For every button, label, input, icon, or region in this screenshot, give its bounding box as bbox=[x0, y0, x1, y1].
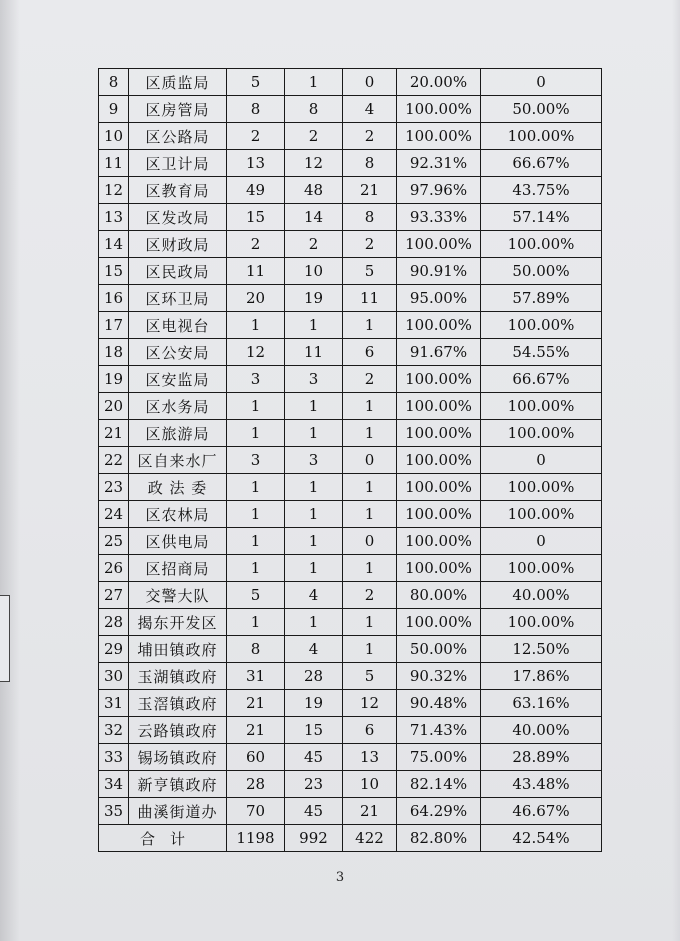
rate-1: 100.00% bbox=[397, 501, 481, 528]
unit-name: 区民政局 bbox=[129, 258, 227, 285]
count-2: 3 bbox=[285, 366, 343, 393]
unit-name: 政 法 委 bbox=[129, 474, 227, 501]
rate-2: 66.67% bbox=[481, 366, 602, 393]
total-label: 合 计 bbox=[99, 825, 227, 852]
unit-name: 区环卫局 bbox=[129, 285, 227, 312]
count-1: 2 bbox=[227, 231, 285, 258]
table-row bbox=[99, 636, 602, 663]
count-1: 13 bbox=[227, 150, 285, 177]
table-row bbox=[99, 609, 602, 636]
table-row bbox=[99, 474, 602, 501]
rate-2: 100.00% bbox=[481, 123, 602, 150]
unit-name: 区教育局 bbox=[129, 177, 227, 204]
count-2: 1 bbox=[285, 420, 343, 447]
count-1: 60 bbox=[227, 744, 285, 771]
count-2: 12 bbox=[285, 150, 343, 177]
rate-1: 71.43% bbox=[397, 717, 481, 744]
table-row bbox=[99, 690, 602, 717]
row-number: 12 bbox=[99, 177, 129, 204]
rate-1: 82.14% bbox=[397, 771, 481, 798]
row-number: 15 bbox=[99, 258, 129, 285]
unit-name: 区质监局 bbox=[129, 69, 227, 96]
row-number: 19 bbox=[99, 366, 129, 393]
rate-1: 100.00% bbox=[397, 528, 481, 555]
count-2: 8 bbox=[285, 96, 343, 123]
count-2: 28 bbox=[285, 663, 343, 690]
table-row bbox=[99, 744, 602, 771]
row-number: 32 bbox=[99, 717, 129, 744]
table-row bbox=[99, 366, 602, 393]
table-row bbox=[99, 285, 602, 312]
row-number: 21 bbox=[99, 420, 129, 447]
count-2: 1 bbox=[285, 393, 343, 420]
row-number: 27 bbox=[99, 582, 129, 609]
count-1: 1 bbox=[227, 393, 285, 420]
count-2: 19 bbox=[285, 285, 343, 312]
count-3: 1 bbox=[343, 420, 397, 447]
rate-1: 80.00% bbox=[397, 582, 481, 609]
count-2: 11 bbox=[285, 339, 343, 366]
row-number: 28 bbox=[99, 609, 129, 636]
count-1: 31 bbox=[227, 663, 285, 690]
page-shadow bbox=[0, 0, 20, 941]
row-number: 16 bbox=[99, 285, 129, 312]
unit-name: 区公路局 bbox=[129, 123, 227, 150]
count-1: 2 bbox=[227, 123, 285, 150]
unit-name: 区自来水厂 bbox=[129, 447, 227, 474]
count-3: 1 bbox=[343, 393, 397, 420]
count-2: 19 bbox=[285, 690, 343, 717]
rate-1: 100.00% bbox=[397, 474, 481, 501]
unit-name: 区卫计局 bbox=[129, 150, 227, 177]
count-2: 1 bbox=[285, 474, 343, 501]
unit-name: 玉湖镇政府 bbox=[129, 663, 227, 690]
row-number: 25 bbox=[99, 528, 129, 555]
rate-2: 50.00% bbox=[481, 258, 602, 285]
count-1: 1 bbox=[227, 312, 285, 339]
rate-2: 43.75% bbox=[481, 177, 602, 204]
count-2: 2 bbox=[285, 231, 343, 258]
unit-name: 埔田镇政府 bbox=[129, 636, 227, 663]
count-2: 15 bbox=[285, 717, 343, 744]
rate-2: 40.00% bbox=[481, 717, 602, 744]
rate-1: 100.00% bbox=[397, 123, 481, 150]
count-3: 10 bbox=[343, 771, 397, 798]
unit-name: 揭东开发区 bbox=[129, 609, 227, 636]
table-row bbox=[99, 393, 602, 420]
unit-name: 区供电局 bbox=[129, 528, 227, 555]
row-number: 18 bbox=[99, 339, 129, 366]
table-row bbox=[99, 798, 602, 825]
rate-1: 90.48% bbox=[397, 690, 481, 717]
table-row bbox=[99, 528, 602, 555]
table-row bbox=[99, 447, 602, 474]
rate-1: 97.96% bbox=[397, 177, 481, 204]
row-number: 35 bbox=[99, 798, 129, 825]
unit-name: 玉滘镇政府 bbox=[129, 690, 227, 717]
table-row bbox=[99, 231, 602, 258]
rate-1: 100.00% bbox=[397, 555, 481, 582]
rate-2: 46.67% bbox=[481, 798, 602, 825]
count-1: 49 bbox=[227, 177, 285, 204]
row-number: 33 bbox=[99, 744, 129, 771]
unit-name: 区电视台 bbox=[129, 312, 227, 339]
total-rate-2: 42.54% bbox=[481, 825, 602, 852]
row-number: 22 bbox=[99, 447, 129, 474]
rate-2: 100.00% bbox=[481, 474, 602, 501]
page-number: 3 bbox=[335, 870, 345, 885]
count-1: 12 bbox=[227, 339, 285, 366]
rate-2: 28.89% bbox=[481, 744, 602, 771]
count-3: 21 bbox=[343, 177, 397, 204]
row-number: 34 bbox=[99, 771, 129, 798]
row-number: 9 bbox=[99, 96, 129, 123]
binder-clip bbox=[0, 595, 10, 682]
table-row bbox=[99, 177, 602, 204]
rate-2: 43.48% bbox=[481, 771, 602, 798]
unit-name: 锡场镇政府 bbox=[129, 744, 227, 771]
rate-2: 100.00% bbox=[481, 420, 602, 447]
table-row bbox=[99, 69, 602, 96]
count-2: 4 bbox=[285, 582, 343, 609]
table-row bbox=[99, 771, 602, 798]
count-3: 0 bbox=[343, 447, 397, 474]
rate-1: 95.00% bbox=[397, 285, 481, 312]
count-3: 6 bbox=[343, 339, 397, 366]
count-2: 1 bbox=[285, 501, 343, 528]
count-3: 1 bbox=[343, 474, 397, 501]
count-3: 1 bbox=[343, 312, 397, 339]
rate-1: 90.91% bbox=[397, 258, 481, 285]
unit-name: 区旅游局 bbox=[129, 420, 227, 447]
count-1: 70 bbox=[227, 798, 285, 825]
count-3: 1 bbox=[343, 555, 397, 582]
count-1: 5 bbox=[227, 69, 285, 96]
rate-2: 0 bbox=[481, 528, 602, 555]
count-3: 6 bbox=[343, 717, 397, 744]
row-number: 17 bbox=[99, 312, 129, 339]
row-number: 23 bbox=[99, 474, 129, 501]
row-number: 26 bbox=[99, 555, 129, 582]
count-2: 1 bbox=[285, 69, 343, 96]
unit-name: 区招商局 bbox=[129, 555, 227, 582]
rate-1: 100.00% bbox=[397, 420, 481, 447]
rate-2: 12.50% bbox=[481, 636, 602, 663]
unit-name: 新亨镇政府 bbox=[129, 771, 227, 798]
table-row bbox=[99, 339, 602, 366]
count-3: 1 bbox=[343, 501, 397, 528]
count-3: 2 bbox=[343, 123, 397, 150]
count-3: 0 bbox=[343, 69, 397, 96]
count-1: 21 bbox=[227, 690, 285, 717]
count-3: 12 bbox=[343, 690, 397, 717]
count-2: 1 bbox=[285, 312, 343, 339]
total-count-2: 992 bbox=[285, 825, 343, 852]
count-1: 3 bbox=[227, 366, 285, 393]
table-row bbox=[99, 555, 602, 582]
count-3: 5 bbox=[343, 663, 397, 690]
rate-2: 100.00% bbox=[481, 555, 602, 582]
rate-2: 40.00% bbox=[481, 582, 602, 609]
count-3: 11 bbox=[343, 285, 397, 312]
row-number: 31 bbox=[99, 690, 129, 717]
count-3: 8 bbox=[343, 150, 397, 177]
count-1: 15 bbox=[227, 204, 285, 231]
unit-name: 曲溪街道办 bbox=[129, 798, 227, 825]
total-rate-1: 82.80% bbox=[397, 825, 481, 852]
table-row bbox=[99, 717, 602, 744]
rate-1: 92.31% bbox=[397, 150, 481, 177]
unit-name: 区水务局 bbox=[129, 393, 227, 420]
unit-name: 区公安局 bbox=[129, 339, 227, 366]
count-2: 45 bbox=[285, 798, 343, 825]
count-2: 48 bbox=[285, 177, 343, 204]
count-2: 10 bbox=[285, 258, 343, 285]
rate-2: 100.00% bbox=[481, 312, 602, 339]
unit-name: 区农林局 bbox=[129, 501, 227, 528]
row-number: 29 bbox=[99, 636, 129, 663]
count-3: 2 bbox=[343, 366, 397, 393]
unit-name: 区财政局 bbox=[129, 231, 227, 258]
rate-2: 100.00% bbox=[481, 393, 602, 420]
count-2: 4 bbox=[285, 636, 343, 663]
count-3: 21 bbox=[343, 798, 397, 825]
table-row bbox=[99, 204, 602, 231]
count-1: 1 bbox=[227, 420, 285, 447]
count-3: 8 bbox=[343, 204, 397, 231]
rate-2: 50.00% bbox=[481, 96, 602, 123]
count-2: 1 bbox=[285, 555, 343, 582]
count-2: 23 bbox=[285, 771, 343, 798]
row-number: 20 bbox=[99, 393, 129, 420]
table-row bbox=[99, 96, 602, 123]
count-2: 3 bbox=[285, 447, 343, 474]
count-1: 1 bbox=[227, 474, 285, 501]
rate-2: 100.00% bbox=[481, 501, 602, 528]
table-row bbox=[99, 663, 602, 690]
unit-name: 区发改局 bbox=[129, 204, 227, 231]
rate-2: 54.55% bbox=[481, 339, 602, 366]
count-2: 14 bbox=[285, 204, 343, 231]
rate-1: 91.67% bbox=[397, 339, 481, 366]
rate-2: 0 bbox=[481, 69, 602, 96]
count-2: 45 bbox=[285, 744, 343, 771]
rate-2: 57.89% bbox=[481, 285, 602, 312]
row-number: 11 bbox=[99, 150, 129, 177]
count-1: 8 bbox=[227, 96, 285, 123]
row-number: 10 bbox=[99, 123, 129, 150]
rate-2: 57.14% bbox=[481, 204, 602, 231]
count-2: 1 bbox=[285, 609, 343, 636]
total-count-1: 1198 bbox=[227, 825, 285, 852]
rate-2: 17.86% bbox=[481, 663, 602, 690]
row-number: 30 bbox=[99, 663, 129, 690]
unit-name: 云路镇政府 bbox=[129, 717, 227, 744]
rate-1: 100.00% bbox=[397, 393, 481, 420]
count-1: 1 bbox=[227, 555, 285, 582]
rate-1: 100.00% bbox=[397, 312, 481, 339]
row-number: 8 bbox=[99, 69, 129, 96]
count-3: 4 bbox=[343, 96, 397, 123]
rate-1: 100.00% bbox=[397, 366, 481, 393]
count-1: 1 bbox=[227, 528, 285, 555]
total-row bbox=[99, 825, 602, 852]
count-3: 5 bbox=[343, 258, 397, 285]
rate-1: 90.32% bbox=[397, 663, 481, 690]
unit-name: 区房管局 bbox=[129, 96, 227, 123]
table-row bbox=[99, 420, 602, 447]
rate-2: 63.16% bbox=[481, 690, 602, 717]
table-row bbox=[99, 258, 602, 285]
count-1: 1 bbox=[227, 501, 285, 528]
count-3: 2 bbox=[343, 582, 397, 609]
count-3: 2 bbox=[343, 231, 397, 258]
table-row bbox=[99, 312, 602, 339]
row-number: 14 bbox=[99, 231, 129, 258]
table-row bbox=[99, 123, 602, 150]
count-1: 20 bbox=[227, 285, 285, 312]
count-3: 1 bbox=[343, 609, 397, 636]
count-1: 5 bbox=[227, 582, 285, 609]
table-row bbox=[99, 150, 602, 177]
count-1: 11 bbox=[227, 258, 285, 285]
count-1: 28 bbox=[227, 771, 285, 798]
rate-1: 100.00% bbox=[397, 231, 481, 258]
rate-1: 20.00% bbox=[397, 69, 481, 96]
table-body bbox=[99, 69, 602, 852]
rate-2: 66.67% bbox=[481, 150, 602, 177]
count-3: 0 bbox=[343, 528, 397, 555]
rate-1: 100.00% bbox=[397, 609, 481, 636]
table-row bbox=[99, 501, 602, 528]
count-3: 1 bbox=[343, 636, 397, 663]
count-1: 21 bbox=[227, 717, 285, 744]
count-3: 13 bbox=[343, 744, 397, 771]
rate-1: 64.29% bbox=[397, 798, 481, 825]
rate-1: 93.33% bbox=[397, 204, 481, 231]
rate-1: 100.00% bbox=[397, 447, 481, 474]
count-1: 8 bbox=[227, 636, 285, 663]
rate-2: 100.00% bbox=[481, 231, 602, 258]
rate-1: 75.00% bbox=[397, 744, 481, 771]
page-edge bbox=[672, 0, 680, 941]
statistics-table bbox=[98, 68, 602, 852]
count-1: 3 bbox=[227, 447, 285, 474]
unit-name: 交警大队 bbox=[129, 582, 227, 609]
rate-1: 50.00% bbox=[397, 636, 481, 663]
rate-2: 0 bbox=[481, 447, 602, 474]
rate-1: 100.00% bbox=[397, 96, 481, 123]
row-number: 13 bbox=[99, 204, 129, 231]
row-number: 24 bbox=[99, 501, 129, 528]
table-row bbox=[99, 582, 602, 609]
count-2: 2 bbox=[285, 123, 343, 150]
count-1: 1 bbox=[227, 609, 285, 636]
count-2: 1 bbox=[285, 528, 343, 555]
rate-2: 100.00% bbox=[481, 609, 602, 636]
total-count-3: 422 bbox=[343, 825, 397, 852]
unit-name: 区安监局 bbox=[129, 366, 227, 393]
